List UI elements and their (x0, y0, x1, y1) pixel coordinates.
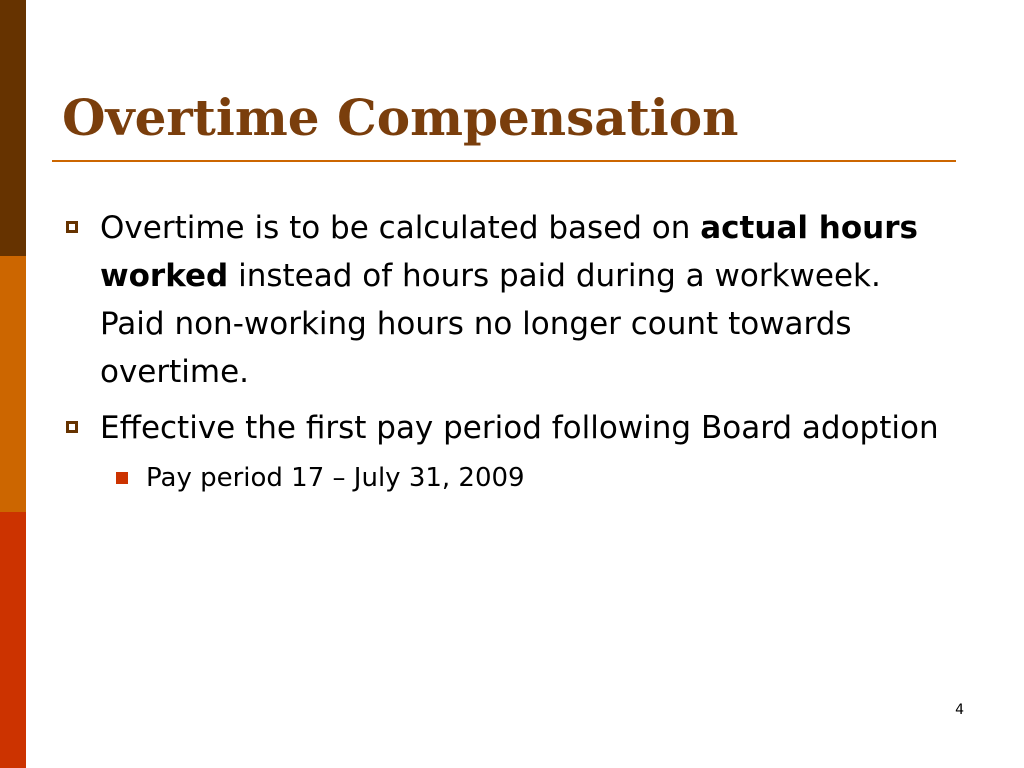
slide-title: Overtime Compensation (62, 88, 739, 147)
side-bar-segment-top (0, 0, 26, 256)
bullet-text-lead: Overtime is to be calculated based on (100, 210, 701, 246)
side-bar-segment-bottom (0, 512, 26, 768)
side-bar-segment-middle (0, 256, 26, 512)
hollow-square-bullet-icon (66, 221, 78, 233)
bullet-text-tail: instead of hours paid during a workweek. Paid non-working hours no longer count towards overtime. (100, 258, 881, 390)
hollow-square-bullet-icon (66, 421, 78, 433)
title-underline (52, 160, 956, 162)
bullet-item (62, 204, 942, 396)
side-accent-bar (0, 0, 26, 768)
sub-bullet-item (146, 458, 942, 498)
bullet-text-bold: actual hours worked (100, 210, 918, 294)
filled-square-bullet-icon (116, 472, 128, 484)
slide-body (62, 204, 942, 498)
bullet-item (62, 404, 942, 452)
page-number: 4 (955, 702, 964, 718)
sub-bullet-text: Pay period 17 – July 31, 2009 (146, 463, 525, 493)
bullet-text: Effective the first pay period following Board adoption (100, 410, 939, 446)
